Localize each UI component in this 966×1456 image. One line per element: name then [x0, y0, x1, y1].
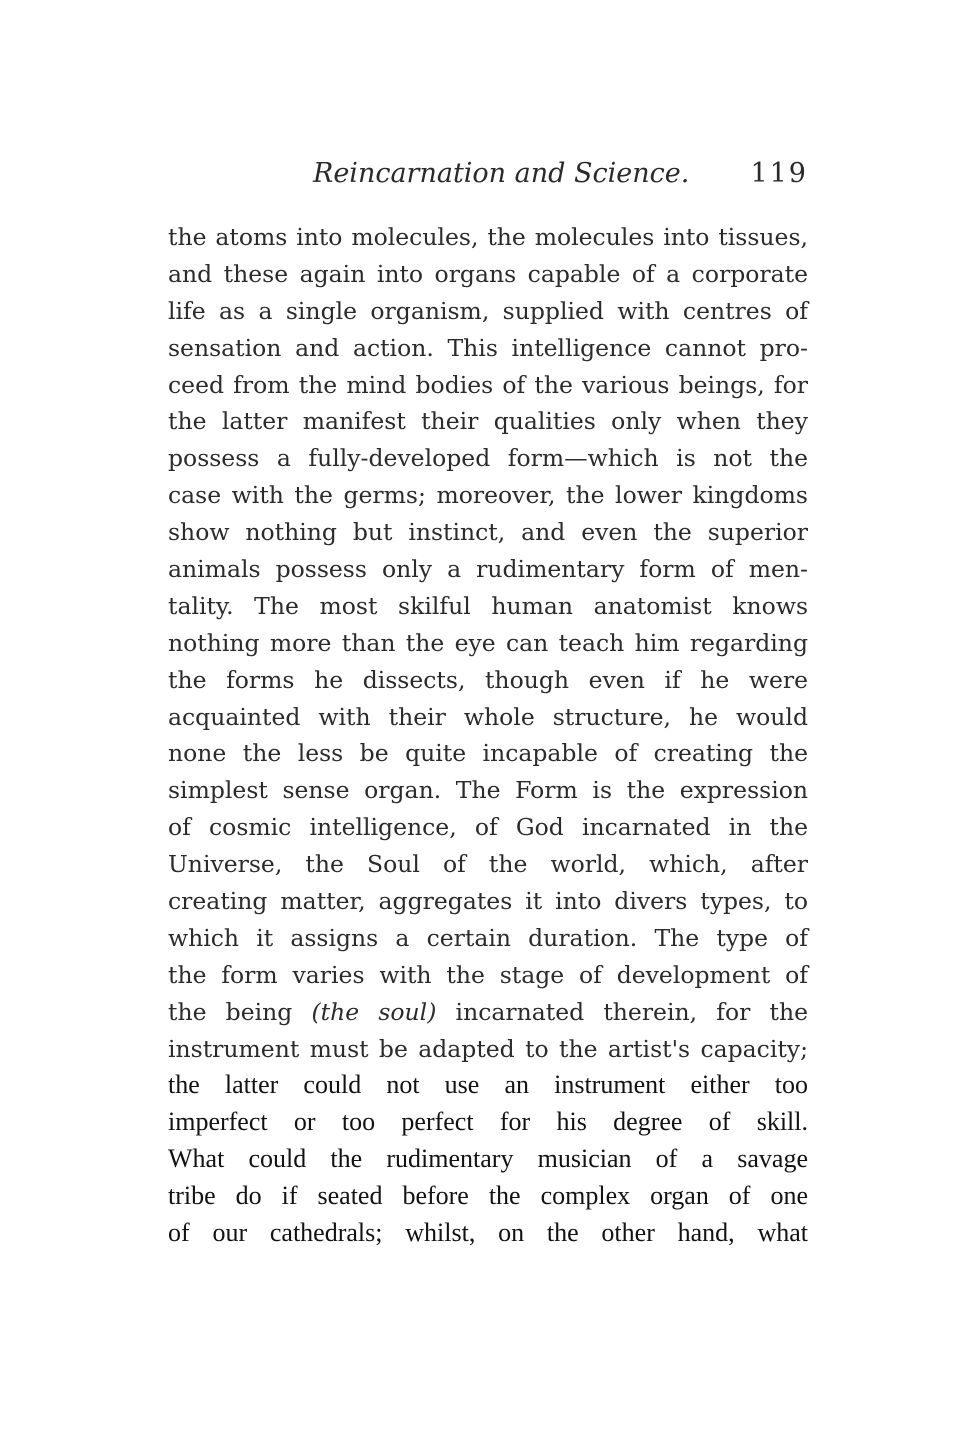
text-line-mixed — [168, 994, 808, 1031]
text-line: the latter could not use an instrument either too — [168, 1070, 808, 1100]
text-line: instrument must be adapted to the artist's capacity; — [168, 1034, 808, 1063]
text-line: life as a single organism, supplied with centres of — [168, 296, 808, 325]
text-line: creating matter, aggregates it into divers types, to — [168, 887, 808, 916]
text-line: the atoms into molecules, the molecules into tissues, — [168, 223, 808, 251]
text-line: and these again into organs capable of a corporate — [168, 259, 808, 288]
body-text — [168, 219, 808, 1252]
running-head — [168, 158, 808, 198]
text-line: acquainted with their whole structure, he would — [168, 702, 808, 731]
page-number: 119 — [750, 158, 808, 189]
text-line: case with the germs; moreover, the lower kingdoms — [168, 481, 808, 510]
line-text-before: the being — [168, 997, 312, 1026]
text-line: Universe, the Soul of the world, which, after — [168, 850, 808, 879]
running-title: Reincarnation and Science. — [313, 158, 690, 189]
text-line: animals possess only a rudimentary form of men- — [168, 555, 808, 584]
line-text-after: incarnated therein, for the — [436, 997, 809, 1026]
text-line: none the less be quite incapable of creating the — [168, 739, 808, 768]
text-line: What could the rudimentary musician of a savage — [168, 1144, 808, 1174]
italic-phrase: (the soul) — [311, 997, 437, 1026]
text-line: simplest sense organ. The Form is the expression — [168, 776, 808, 805]
text-line: the latter manifest their qualities only when they — [168, 407, 808, 436]
text-line: show nothing but instinct, and even the superior — [168, 518, 808, 547]
text-line: nothing more than the eye can teach him regarding — [168, 628, 808, 657]
text-line: the forms he dissects, though even if he were — [168, 665, 808, 694]
text-line: of our cathedrals; whilst, on the other hand, what — [168, 1218, 808, 1248]
text-line: sensation and action. This intelligence cannot pro- — [168, 333, 808, 362]
text-line: tality. The most skilful human anatomist knows — [168, 591, 808, 620]
text-line: which it assigns a certain duration. The type of — [168, 923, 808, 952]
text-line: ceed from the mind bodies of the various beings, for — [168, 370, 808, 399]
text-line: tribe do if seated before the complex organ of one — [168, 1181, 808, 1211]
text-line: possess a fully-developed form—which is not the — [168, 444, 808, 473]
text-line: imperfect or too perfect for his degree of skill. — [168, 1107, 808, 1137]
text-line: the form varies with the stage of development of — [168, 960, 808, 989]
text-line: of cosmic intelligence, of God incarnated in the — [168, 813, 808, 842]
